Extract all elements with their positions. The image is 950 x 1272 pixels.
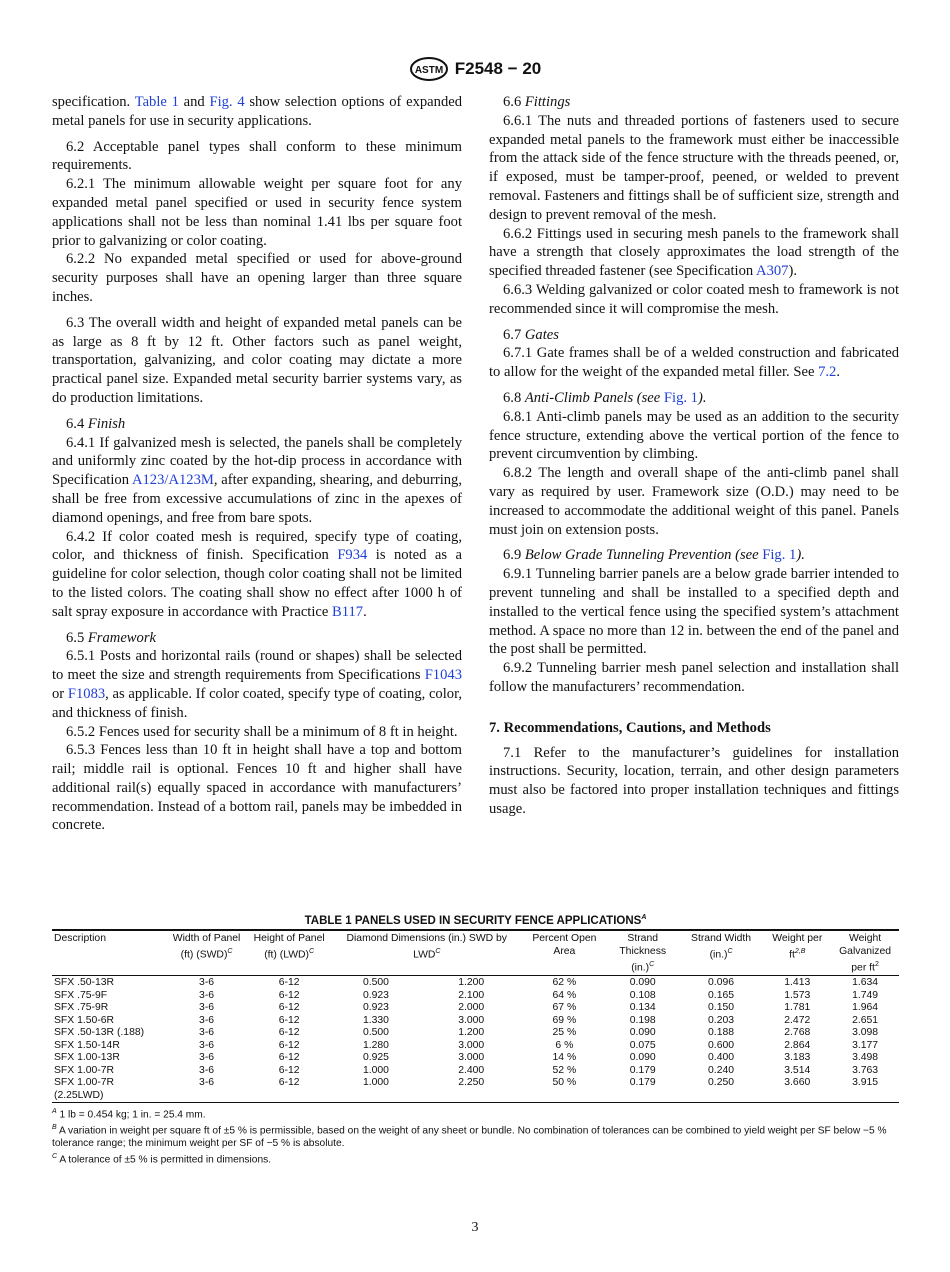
text-span: 6.6 <box>503 94 525 110</box>
table-cell: 6 % <box>555 1039 574 1051</box>
col-strand-thickness: Strand Thickness $(in.)^C$ <box>607 930 679 976</box>
text-span: Anti-Climb Panels (see <box>524 389 664 406</box>
table-cell: 2.100 <box>458 989 485 1001</box>
text-span: . <box>363 603 367 620</box>
col-description: Description <box>52 930 166 976</box>
table-cell: 2.651 <box>852 1014 879 1026</box>
text-span: . <box>836 364 840 381</box>
paragraph <box>489 281 899 319</box>
table-row <box>52 1065 899 1078</box>
right-column <box>489 93 899 819</box>
table-row <box>52 1040 899 1053</box>
table-row <box>52 1090 899 1103</box>
table-cell: (2.25LWD) <box>54 1089 104 1101</box>
page-header <box>0 56 950 82</box>
table-cell: 1.749 <box>852 989 879 1001</box>
table-cell: 3.000 <box>458 1039 485 1051</box>
text-span: 6.8.2 The length and overall shape of the anti-climb panel shall vary as required by user. Framework size (O.D.) may need to be increased to accommodate the additional weight of this panel. Panels must join on extension posts. <box>489 465 899 538</box>
table-cell: 0.500 <box>362 977 389 989</box>
table-cell: 1.200 <box>458 1027 485 1039</box>
footnote <box>52 1122 899 1151</box>
table-title <box>52 914 899 927</box>
table-cell <box>679 1090 764 1103</box>
text-span: 6.7 <box>503 326 525 343</box>
text-span: Gates <box>524 326 559 343</box>
table-cell <box>420 1090 522 1103</box>
paragraph <box>52 629 462 648</box>
table-cell: SFX 1.50-14R <box>54 1039 120 1051</box>
table-title-text: TABLE 1 PANELS USED IN SECURITY FENCE APPLICATIONS <box>304 914 642 927</box>
table-cell: 67 % <box>552 1002 577 1014</box>
text-span: , as applicable. If color coated, specify type of coating, color, and thickness of finish. <box>52 685 462 721</box>
paragraph <box>52 314 462 408</box>
paragraph <box>489 408 899 464</box>
text-span: Framework <box>87 629 156 646</box>
footnote-text: 1 lb = 0.454 kg; 1 in. = 25.4 mm. <box>56 1109 206 1121</box>
footnote-mark: B <box>52 1124 57 1132</box>
table-cell: 0.096 <box>708 977 735 989</box>
table-cell: 3-6 <box>199 1039 215 1051</box>
text-span: 6.5.2 Fences used for security shall be a minimum of 8 ft in height. <box>66 723 458 740</box>
text-span: show selection options of expanded metal panels for use in security applications. <box>52 94 463 129</box>
table-cell: 2.768 <box>784 1027 811 1039</box>
text-span: 6.5 <box>66 629 88 646</box>
table-cell: 0.925 <box>362 1052 389 1064</box>
table-cell: SFX .75-9F <box>54 989 108 1001</box>
table-cell: SFX 1.50-6R <box>54 1014 115 1026</box>
table-cell: 3.660 <box>784 1077 811 1089</box>
paragraph <box>489 464 899 539</box>
table-cell: 0.179 <box>629 1064 656 1076</box>
text-span: 6.2.1 The minimum allowable weight per square foot for any expanded metal panel specified or used in security fence system applications shall not be less than nominal 1.41 lbs per square foot prior to galvanizing or color coating. <box>52 176 462 249</box>
table-cell: 6-12 <box>278 1027 300 1039</box>
table-cell: 3.498 <box>852 1052 879 1064</box>
paragraph <box>52 93 462 131</box>
footnote <box>52 1151 899 1167</box>
table-cell: 3-6 <box>199 1077 215 1089</box>
table-cell: 25 % <box>552 1027 577 1039</box>
footnote-mark: C <box>52 1152 58 1160</box>
table-cell <box>831 1090 899 1103</box>
text-span: 6.2.2 No expanded metal specified or used for above-ground security purposes shall have an opening larger than three square inches. <box>52 251 462 305</box>
table-cell: 3.000 <box>458 1052 485 1064</box>
table-row <box>52 990 899 1003</box>
paragraph <box>52 741 462 835</box>
reference-link[interactable]: F1083 <box>67 685 106 702</box>
table-cell: 3.763 <box>852 1064 879 1076</box>
text-span: specification. <box>52 94 135 110</box>
paragraph <box>489 659 899 697</box>
table-cell: 6-12 <box>278 1077 300 1089</box>
paragraph-7-1: 7.1 Refer to the manufacturer’s guidelines for installation instructions. Security, location, terrain, and other design parameters must also be factored into proper installation techniques and fittings usage. <box>489 744 899 817</box>
table-cell: 0.090 <box>629 1027 656 1039</box>
table-cell: 0.188 <box>708 1027 735 1039</box>
table-row <box>52 1015 899 1028</box>
text-span: Finish <box>87 415 126 432</box>
table-cell: 3.177 <box>852 1039 879 1051</box>
table-cell: 0.134 <box>629 1002 656 1014</box>
paragraph <box>489 389 899 408</box>
table-1 <box>52 914 899 1167</box>
table-cell: 3.098 <box>852 1027 879 1039</box>
left-column <box>52 93 462 835</box>
paragraph <box>52 723 462 742</box>
table-footnotes <box>52 1106 899 1167</box>
footnote-mark: A <box>52 1108 57 1116</box>
table-cell: 6-12 <box>278 1064 300 1076</box>
table-cell: 2.864 <box>784 1039 811 1051</box>
document-code: F2548 − 20 <box>454 59 542 78</box>
table-cell: 0.150 <box>708 1002 735 1014</box>
table-cell: 0.923 <box>362 1002 389 1014</box>
table-cell: 1.781 <box>784 1002 811 1014</box>
table-cell: 50 % <box>552 1077 577 1089</box>
svg-text:ASTM: ASTM <box>414 65 443 76</box>
table-cell: 3-6 <box>199 1052 215 1064</box>
footnote <box>52 1106 899 1122</box>
text-span: 6.4 <box>66 415 88 432</box>
table-cell: 2.472 <box>784 1014 811 1026</box>
text-span: is noted as a guideline for color selection, though color coating shall not be limited to the listed colors. The coating shall show no effect after 1000 h of salt spray exposure in accordance with Practice <box>52 547 463 620</box>
text-span: 6.8.1 Anti-climb panels may be used as an addition to the security fence structure, extending above the vertical portion of the fence to prevent circumvention by climbing. <box>489 408 899 463</box>
table-cell: 14 % <box>552 1052 577 1064</box>
paragraph <box>52 528 462 622</box>
paragraph <box>489 546 899 565</box>
text-span: ). <box>796 547 805 564</box>
col-weight-galvanized: Weight Galvanized per $ft^2$ <box>831 930 899 976</box>
table-cell: 2.250 <box>458 1077 485 1089</box>
text-span: Fittings <box>524 94 571 110</box>
col-width: Width of Panel (ft) (SWD)$^C$ <box>166 930 246 976</box>
section-7-heading: 7. Recommendations, Cautions, and Methods <box>489 719 771 736</box>
table-cell: 1.000 <box>362 1064 389 1076</box>
table-cell: SFX .50-13R <box>54 977 115 989</box>
table-cell: 0.203 <box>708 1014 735 1026</box>
paragraph <box>52 647 462 722</box>
table-cell: 69 % <box>552 1014 577 1026</box>
text-span: 6.5.3 Fences less than 10 ft in height shall have a top and bottom rail; middle rail is optional. Fences 10 ft and higher shall have additional rail(s) equally spaced in accordance with manufacturers’ recommendation. Instead of a bottom rail, panels may be imbedded in concrete. <box>52 742 462 834</box>
col-open-area: Percent Open Area <box>522 930 607 976</box>
table-cell: SFX .75-9R <box>54 1002 109 1014</box>
table-cell: 2.000 <box>458 1002 485 1014</box>
table-cell: 1.413 <box>784 977 811 989</box>
text-span: 6.5.1 Posts and horizontal rails (round or shapes) shall be selected to meet the size and strength requirements from Specifications <box>52 648 462 684</box>
table-cell: 0.240 <box>708 1064 735 1076</box>
text-span: or <box>52 685 68 702</box>
text-span: 6.9 <box>503 547 525 564</box>
footnote-mark: A <box>641 914 647 921</box>
table-cell: 0.198 <box>629 1014 656 1026</box>
reference-link[interactable]: A307 <box>756 263 789 280</box>
reference-link[interactable]: Table 1 <box>134 94 179 110</box>
paragraph <box>52 434 462 528</box>
table-cell: SFX 1.00-7R <box>54 1077 115 1089</box>
text-span: 6.6.3 Welding galvanized or color coated mesh to framework is not recommended since it will compromise the mesh. <box>489 281 899 317</box>
table-cell: 62 % <box>552 977 577 989</box>
table-cell: SFX 1.00-13R <box>54 1052 120 1064</box>
paragraph <box>489 344 899 382</box>
table-cell: 0.500 <box>362 1027 389 1039</box>
page-number: 3 <box>471 1220 479 1235</box>
table-cell: 1.330 <box>362 1014 389 1026</box>
table-cell: 0.600 <box>708 1039 735 1051</box>
text-span: 6.9.1 Tunneling barrier panels are a below grade barrier intended to prevent tunneling and shall be installed to a specified depth and installed to the vertical fence using the specified system’s attachment method. A space no more than 12 in. between the end of the panel and the post shall be permitted. <box>489 566 899 658</box>
col-diamond: Diamond Dimensions (in.) SWD by $LWD^C$ <box>331 930 522 976</box>
table-cell <box>763 1090 831 1103</box>
table-cell: 3-6 <box>199 1002 215 1014</box>
table-row <box>52 1077 899 1090</box>
table-cell <box>331 1090 420 1103</box>
table-cell: 6-12 <box>278 1014 300 1026</box>
paragraph <box>489 225 899 281</box>
text-span: 6.4.2 If color coated mesh is required, specify type of coating, color, and thickness of finish. Specification <box>52 528 462 564</box>
paragraph <box>489 93 899 112</box>
table-cell: 0.090 <box>629 977 656 989</box>
table-cell: 6-12 <box>278 977 300 989</box>
reference-link[interactable]: 7.2 <box>818 364 837 381</box>
table-cell: SFX 1.00-7R <box>54 1064 115 1076</box>
table-cell: 0.108 <box>629 989 656 1001</box>
table-cell: 3.000 <box>458 1014 485 1026</box>
paragraph <box>52 175 462 250</box>
table-cell: 1.000 <box>362 1077 389 1089</box>
paragraph <box>489 326 899 345</box>
paragraph <box>489 565 899 659</box>
text-span: ). <box>697 389 707 406</box>
text-span: 6.7.1 Gate frames shall be of a welded construction and fabricated to allow for the weight of the expanded metal filler. See <box>489 345 899 381</box>
text-span: 6.9.2 Tunneling barrier mesh panel selection and installation shall follow the manufacturers’ recommendation. <box>489 660 899 695</box>
table-cell: 0.400 <box>708 1052 735 1064</box>
text-span: Below Grade Tunneling Prevention (see <box>524 547 763 564</box>
table-cell: 1.634 <box>852 977 879 989</box>
text-span: 6.2 Acceptable panel types shall conform to these minimum requirements. <box>52 138 462 174</box>
table-row <box>52 1002 899 1015</box>
paragraph <box>52 138 462 176</box>
table-cell: 3-6 <box>199 1027 215 1039</box>
text-span: 6.6.2 Fittings used in securing mesh panels to the framework shall have a strength that closely approximates the load strength of the specified threaded fastener (see Specification <box>489 225 899 280</box>
table-cell: 6-12 <box>278 1052 300 1064</box>
reference-link[interactable]: B117 <box>332 603 364 620</box>
text-span: 6.4.1 If galvanized mesh is selected, the panels shall be completely and uniformly zinc coated by the hot-dip process in accordance with Specification <box>52 434 462 489</box>
table-cell: 2.400 <box>458 1064 485 1076</box>
col-height: Height of Panel (ft) (LWD)$^C$ <box>247 930 332 976</box>
table-cell: 3-6 <box>199 1064 215 1076</box>
table-cell: 3.915 <box>852 1077 879 1089</box>
table-cell: 0.165 <box>708 989 735 1001</box>
text-span: ). <box>788 263 797 280</box>
table-cell: 6-12 <box>278 1039 300 1051</box>
table-header-row <box>52 930 899 976</box>
paragraph <box>52 250 462 306</box>
table-cell: 1.200 <box>458 977 485 989</box>
table-cell: 3-6 <box>199 989 215 1001</box>
table-cell: 0.923 <box>362 989 389 1001</box>
table-cell: 6-12 <box>278 989 300 1001</box>
table-row <box>52 1027 899 1040</box>
table-cell: 3.514 <box>784 1064 811 1076</box>
table-cell: 3.183 <box>784 1052 811 1064</box>
table-cell: 3-6 <box>199 977 215 989</box>
table-cell <box>522 1090 607 1103</box>
reference-link[interactable]: F1043 <box>424 667 462 684</box>
table-cell: 1.964 <box>852 1002 879 1014</box>
reference-link[interactable]: F934 <box>337 547 368 564</box>
table-cell: 0.075 <box>629 1039 656 1051</box>
text-span: 6.3 The overall width and height of expanded metal panels can be as large as 8 ft by 12 ft. Other factors such as panel weight, transportation, galvanizing, and color coating may dictate a more practical panel size. Expanded metal security barrier systems vary, as do production limitations. <box>52 314 462 406</box>
table-cell <box>166 1090 246 1103</box>
col-strand-width: Strand Width $(in.)^C$ <box>679 930 764 976</box>
astm-logo-icon <box>409 56 449 82</box>
paragraph <box>52 415 462 434</box>
table-row <box>52 976 899 990</box>
text-span: and <box>178 94 210 110</box>
text-span: 6.8 <box>503 389 525 406</box>
table-cell: 1.280 <box>362 1039 389 1051</box>
reference-link[interactable]: Fig. 4 <box>209 94 245 110</box>
footnote-text: A tolerance of ±5 % is permitted in dimensions. <box>57 1154 272 1166</box>
reference-link[interactable]: Fig. 1 <box>663 389 698 406</box>
table-cell: 64 % <box>552 989 577 1001</box>
paragraph <box>489 112 899 225</box>
table-cell: 6-12 <box>278 1002 300 1014</box>
footnote-text: A variation in weight per square ft of ±5 % is permissible, based on the weight of any sheet or bundle. No combination of tolerances can be combined to yield weight per SF below −5 % tolerance range; the minimum weight per SF of −5 % is absolute. <box>52 1125 887 1150</box>
table-cell: 3-6 <box>199 1014 215 1026</box>
table-cell: 0.179 <box>629 1077 656 1089</box>
table-cell: 1.573 <box>784 989 811 1001</box>
table-cell: 0.250 <box>708 1077 735 1089</box>
table-cell: 52 % <box>552 1064 577 1076</box>
table-cell <box>247 1090 332 1103</box>
table-cell: 0.090 <box>629 1052 656 1064</box>
text-span: , after expanding, shearing, and deburring, shall be free from excessive accumulations of zinc in the apexes of diamond openings, and free from bare spots. <box>52 472 462 526</box>
reference-link[interactable]: Fig. 1 <box>762 547 797 564</box>
table-row <box>52 1052 899 1065</box>
table-cell: SFX .50-13R (.188) <box>54 1027 145 1039</box>
table-cell <box>607 1090 679 1103</box>
text-span: 6.6.1 The nuts and threaded portions of fasteners used to secure expanded metal panels to the framework must either be inaccessible from the attack side of the fence structure with the threads peened, or, if exposed, must be tamper-proof, peened, or welded to prevent removal. Fasteners and fittings shall be of sufficient size, strength and design to prevent removal of the mesh. <box>489 112 899 223</box>
reference-link[interactable]: A123/A123M <box>131 472 214 489</box>
col-weight: Weight per $ft^{2,B}$ <box>763 930 831 976</box>
